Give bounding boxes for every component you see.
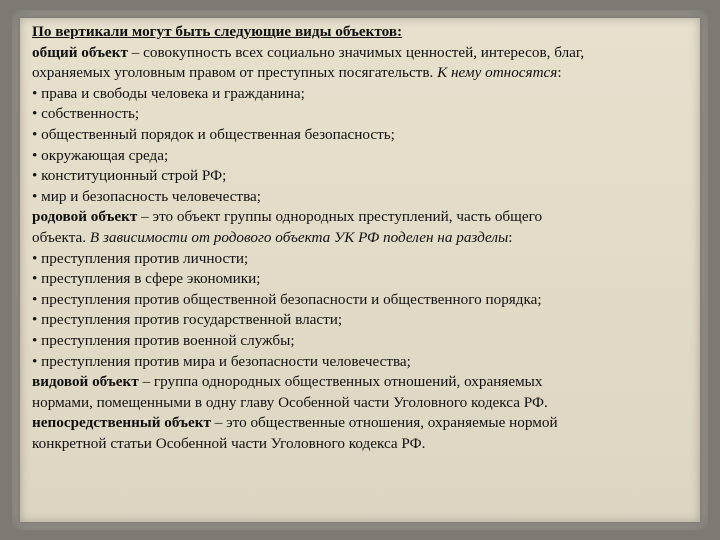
list-item: • конституционный строй РФ;: [32, 167, 227, 185]
general-object-definition-cont: охраняемых уголовным правом от преступных посягательств. К нему относятся:: [32, 64, 562, 82]
slide-heading: По вертикали могут быть следующие виды объектов:: [32, 23, 403, 40]
generic-object-definition-cont: объекта. В зависимости от родового объекта УК РФ поделен на разделы:: [32, 228, 513, 246]
specific-object-definition-cont: нормами, помещенными в одну главу Особенной части Уголовного кодекса РФ.: [32, 393, 548, 411]
generic-object-intro: В зависимости от родового объекта УК РФ поделен на разделы: [89, 228, 509, 246]
list-item: • собственность;: [32, 105, 140, 123]
general-object-intro: К нему относятся: [437, 64, 558, 82]
immediate-object-term: непосредственный объект: [32, 414, 211, 432]
general-object-term: общий объект: [32, 43, 128, 61]
list-item: • преступления против мира и безопасности человечества;: [32, 352, 411, 370]
specific-object-term: видовой объект: [32, 373, 139, 391]
immediate-object-definition: непосредственный объект – это общественные отношения, охраняемые нормой: [32, 414, 558, 432]
list-item: • преступления против общественной безопасности и общественного порядка;: [32, 290, 542, 308]
generic-object-definition: родовой объект – это объект группы однородных преступлений, часть общего: [32, 208, 543, 226]
list-item: • окружающая среда;: [32, 146, 169, 164]
immediate-object-definition-cont: конкретной статьи Особенной части Уголовного кодекса РФ.: [32, 434, 426, 452]
slide-content: [20, 18, 700, 522]
generic-object-term: родовой объект: [32, 208, 138, 226]
list-item: • преступления против государственной власти;: [32, 311, 343, 329]
list-item: • преступления против военной службы;: [32, 331, 295, 349]
list-item: • права и свободы человека и гражданина;: [32, 84, 305, 102]
list-item: • преступления в сфере экономики;: [32, 270, 261, 288]
list-item: • мир и безопасность человечества;: [32, 187, 261, 205]
list-item: • преступления против личности;: [32, 249, 249, 267]
specific-object-definition: видовой объект – группа однородных общественных отношений, охраняемых: [32, 373, 543, 391]
list-item: • общественный порядок и общественная безопасность;: [32, 125, 395, 143]
general-object-definition: общий объект – совокупность всех социально значимых ценностей, интересов, благ,: [32, 43, 585, 61]
